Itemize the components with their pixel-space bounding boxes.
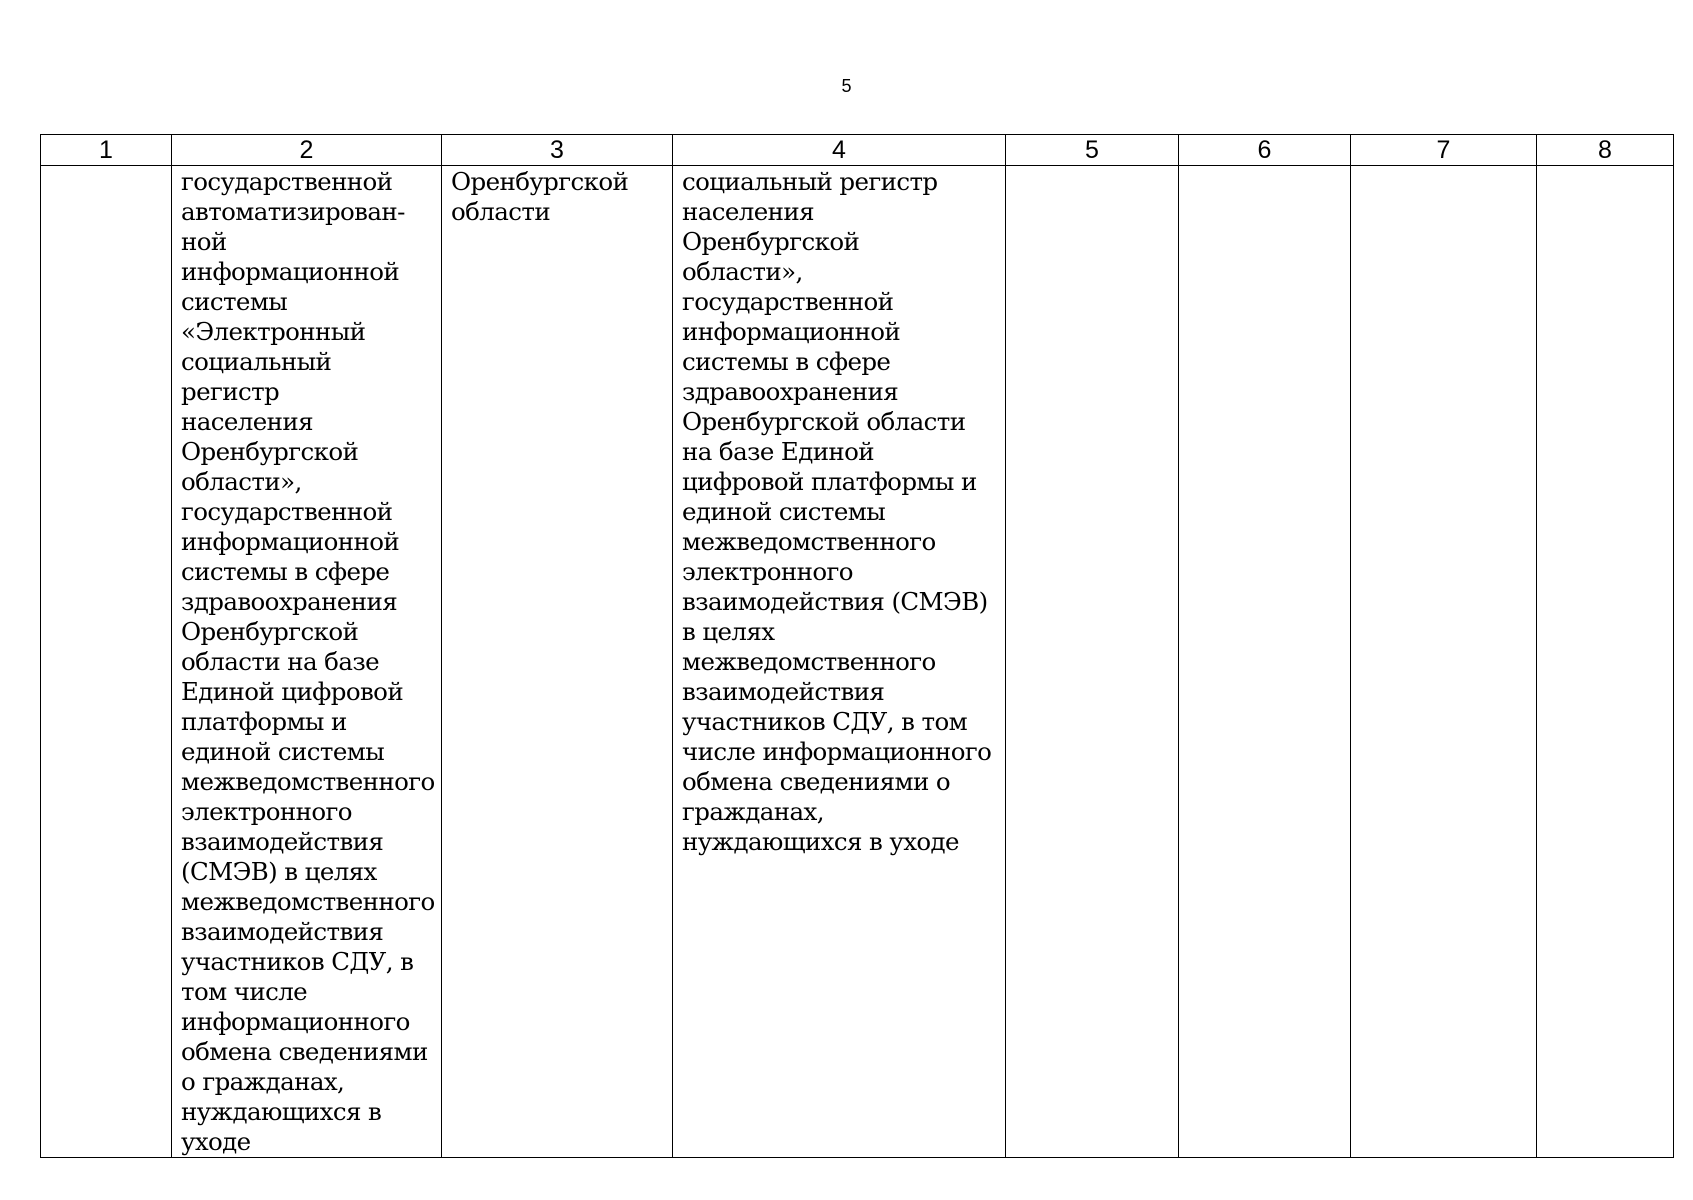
table-cell-col1 <box>41 166 172 1158</box>
column-header-7: 7 <box>1351 135 1537 166</box>
table-cell-col5 <box>1006 166 1179 1158</box>
table-cell-col8 <box>1537 166 1674 1158</box>
table-header-row <box>41 135 1674 166</box>
table-cell-col6 <box>1179 166 1351 1158</box>
column-header-1: 1 <box>41 135 172 166</box>
column-header-5: 5 <box>1006 135 1179 166</box>
column-header-8: 8 <box>1537 135 1674 166</box>
table-cell-col3: Оренбургской области <box>442 166 673 1158</box>
table-cell-col2: государственной автоматизирован- ной информационной системы «Электронный социальный регистр населения Оренбургской области», государственной информационной системы в сфере здравоохранения Оренбургской области на базе Единой цифровой платформы и единой системы межведомственного электронного взаимодействия (СМЭВ) в целях межведомственного взаимодействия участников СДУ, в том числе информационного обмена сведениями о гражданах, нуждающихся в уходе <box>172 166 442 1158</box>
page-number: 5 <box>841 76 852 96</box>
column-header-2: 2 <box>172 135 442 166</box>
table-cell-col4: социальный регистр населения Оренбургской области», государственной информационной системы в сфере здравоохранения Оренбургской области на базе Единой цифровой платформы и единой системы межведомственного электронного взаимодействия (СМЭВ) в целях межведомственного взаимодействия участников СДУ, в том числе информационного обмена сведениями о гражданах, нуждающихся в уходе <box>673 166 1006 1158</box>
table-row <box>41 166 1674 1158</box>
column-header-3: 3 <box>442 135 673 166</box>
column-header-6: 6 <box>1179 135 1351 166</box>
table-cell-col7 <box>1351 166 1537 1158</box>
document-table <box>40 134 1674 1158</box>
column-header-4: 4 <box>673 135 1006 166</box>
